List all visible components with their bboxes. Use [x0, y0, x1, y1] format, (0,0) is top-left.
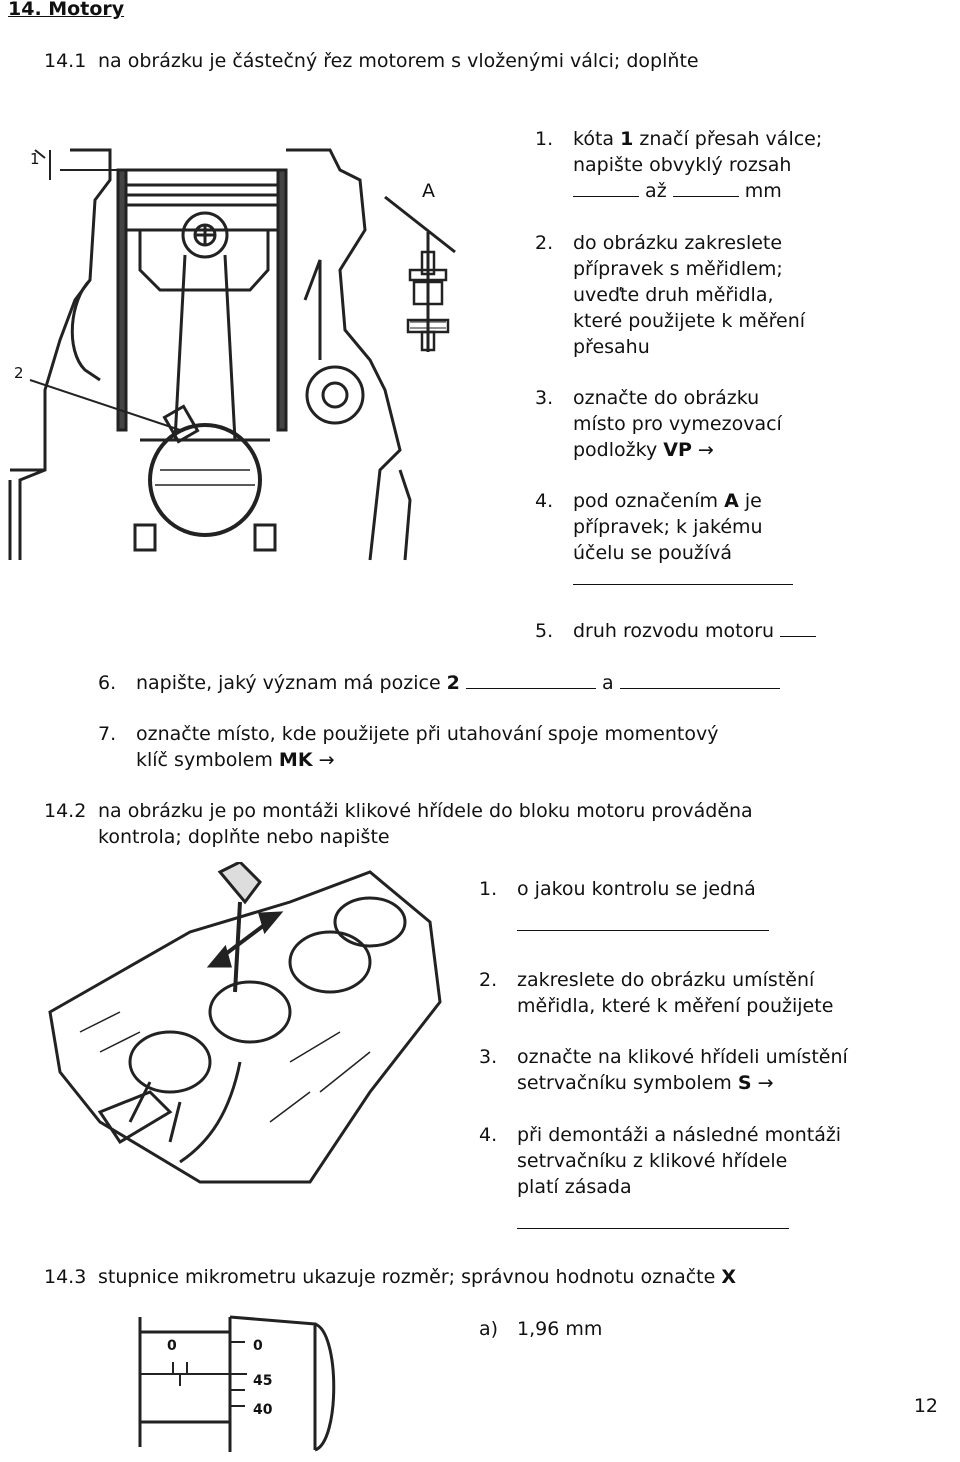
section-title: 14. Motory	[8, 0, 125, 20]
q2-item-4-line3: platí zásada	[517, 1176, 632, 1198]
q2-item-1-number: 1.	[479, 878, 498, 900]
q1-item-4-number: 4.	[535, 490, 554, 512]
q1-item-5-text: druh rozvodu motoru	[573, 618, 816, 644]
micrometer-thimble-40: 40	[253, 1402, 273, 1418]
q1-item-6-text: napište, jaký význam má pozice 2 a	[136, 670, 780, 696]
question-14-2-number: 14.2	[44, 800, 87, 822]
arrow-right-icon: →	[697, 439, 714, 461]
micrometer-thimble-45: 45	[253, 1373, 273, 1389]
q1-item-4-answer[interactable]	[573, 566, 793, 592]
arrow-right-icon: →	[757, 1072, 774, 1094]
answer-blank-from[interactable]	[573, 194, 639, 197]
q1-item-4-line2: přípravek; k jakému	[573, 516, 763, 538]
answer-blank-pos2-b[interactable]	[620, 686, 780, 689]
q1-item-2-line2: přípravek s měřidlem;	[573, 258, 783, 280]
q1-item-6-number: 6.	[98, 672, 117, 694]
q1-item-2-line1: do obrázku zakreslete	[573, 232, 783, 254]
q1-item-2-line4: které použijete k měření	[573, 310, 806, 332]
question-14-2-line1: na obrázku je po montáži klikové hřídele do bloku motoru prováděna	[98, 800, 753, 822]
q1-item-1-line2: napište obvyklý rozsah	[573, 154, 792, 176]
page-number: 12	[913, 1395, 938, 1417]
q1-item-3-line2: místo pro vymezovací	[573, 413, 782, 435]
q1-item-1-line3: až mm	[573, 178, 782, 204]
q2-item-1-answer[interactable]	[517, 912, 769, 938]
micrometer-scale-main-0: 0	[167, 1338, 177, 1354]
q2-item-2-line2: měřidla, které k měření použijete	[517, 995, 834, 1017]
q2-item-4-line2: setrvačníku z klikové hřídele	[517, 1150, 788, 1172]
q1-item-2-number: 2.	[535, 232, 554, 254]
q2-item-1-line1: o jakou kontrolu se jedná	[517, 878, 756, 900]
figure-label-2: 2	[14, 364, 24, 382]
tool-a-figure	[380, 192, 480, 362]
q1-item-4-line3: účelu se používá	[573, 542, 733, 564]
micrometer-thimble-0: 0	[253, 1338, 263, 1354]
question-14-1-text: na obrázku je částečný řez motorem s vloženými válci; doplňte	[98, 50, 699, 72]
question-14-2-line2: kontrola; doplňte nebo napište	[98, 826, 390, 848]
arrow-right-icon: →	[318, 749, 335, 771]
q1-item-1-line1: kóta 1 značí přesah válce;	[573, 128, 823, 150]
q1-item-4-line1: pod označením A je	[573, 490, 762, 512]
answer-blank-pos2-a[interactable]	[466, 686, 596, 689]
question-14-1-number: 14.1	[44, 50, 87, 72]
q1-item-7-line1: označte místo, kde použijete při utahování spoje momentový	[136, 723, 719, 745]
q1-item-3-number: 3.	[535, 387, 554, 409]
answer-blank-timing[interactable]	[780, 634, 816, 637]
q2-item-4-answer[interactable]	[517, 1210, 789, 1236]
question-14-3-number: 14.3	[44, 1266, 87, 1288]
q1-item-2-line5: přesahu	[573, 336, 650, 358]
q1-item-1-number: 1.	[535, 128, 554, 150]
q1-item-2-line3: uveďte druh měřidla,	[573, 284, 774, 306]
question-14-3-text: stupnice mikrometru ukazuje rozměr; správnou hodnotu označte X	[98, 1266, 737, 1288]
answer-blank-to[interactable]	[673, 194, 739, 197]
option-a-label[interactable]: a)	[479, 1318, 499, 1340]
q2-item-3-line2: setrvačníku symbolem S →	[517, 1072, 774, 1094]
q1-item-3-line3: podložky VP →	[573, 439, 714, 461]
option-a-value[interactable]: 1,96 mm	[517, 1318, 603, 1340]
q1-item-7-line2: klíč symbolem MK →	[136, 749, 335, 771]
figure-label-1: 1	[30, 150, 40, 168]
crankshaft-block-figure	[40, 862, 450, 1202]
figure-label-a: A	[422, 180, 435, 202]
q1-item-7-number: 7.	[98, 723, 117, 745]
q2-item-4-number: 4.	[479, 1124, 498, 1146]
q2-item-2-line1: zakreslete do obrázku umístění	[517, 969, 815, 991]
q2-item-3-number: 3.	[479, 1046, 498, 1068]
q1-item-3-line1: označte do obrázku	[573, 387, 760, 409]
q2-item-4-line1: při demontáži a následné montáži	[517, 1124, 842, 1146]
q2-item-3-line1: označte na klikové hřídeli umístění	[517, 1046, 848, 1068]
q1-item-5-number: 5.	[535, 620, 554, 642]
q2-item-2-number: 2.	[479, 969, 498, 991]
